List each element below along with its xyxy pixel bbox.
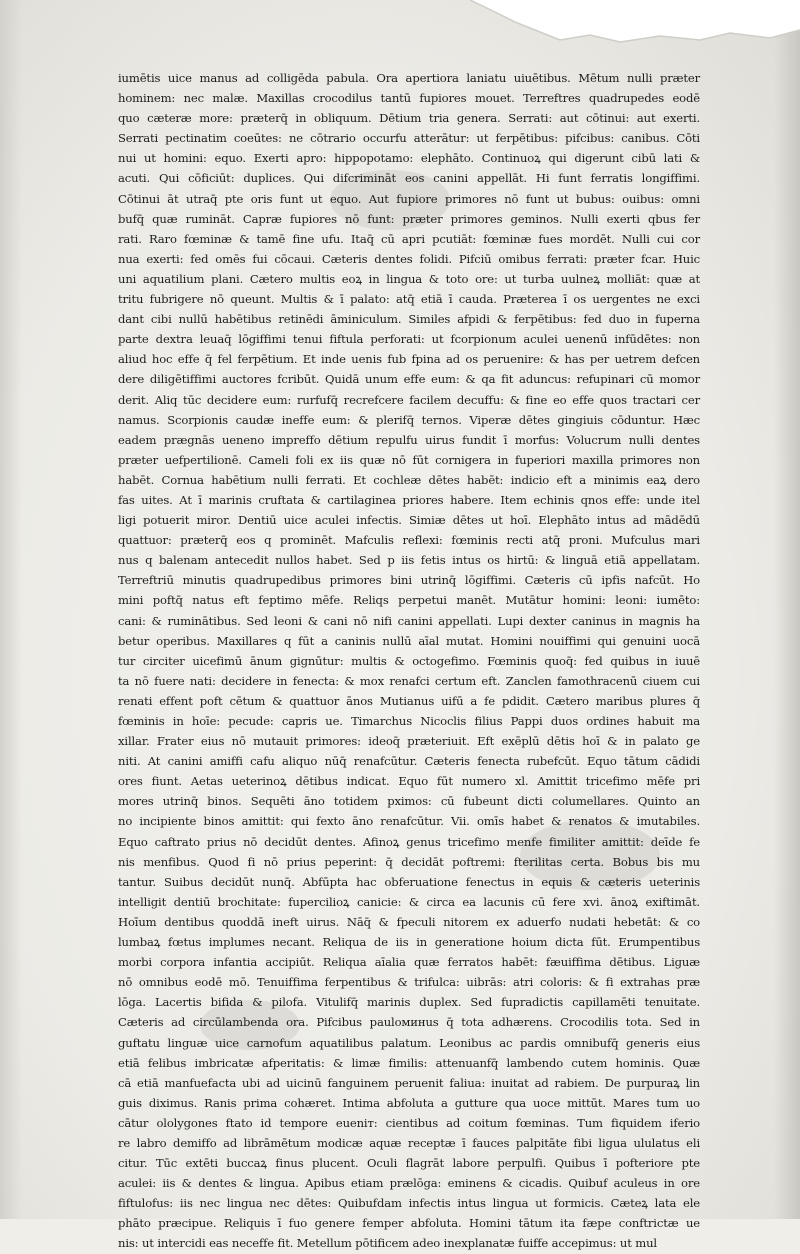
text-line: quattuor: præterq̄ eos q prominēt. Mafculis reflexi: fœminis recti atq̄ proni. Mufculus mari xyxy=(118,533,700,548)
text-line: bufq̄ quæ rumināt. Capræ fupiores nō funt: præter primores geminos. Nulli exerti qbus fer xyxy=(118,211,700,226)
text-line: citur. Tūc extēti buccaꝝ finus plucent. Oculi flagrāt labore perpulfi. Quibus ī pofteriore pte xyxy=(118,1156,700,1171)
text-line: phāto præcipue. Reliquis ī fuo genere femper abfoluta. Homini tātum ita fæpe conftrictæ ue xyxy=(118,1216,700,1231)
text-line: lumbaꝝ fœtus implumes necant. Reliqua de iis in generatione hoium dicta fūt. Erumpentibus xyxy=(118,935,700,950)
text-line: nua exerti: fed omēs fui cōcaui. Cæteris dentes folidi. Pifciū omibus ferrati: præter fcar. Huic xyxy=(118,251,700,266)
text-line: Equo caftrato prius nō decidūt dentes. Afinoꝝ genus tricefimo menfe fimiliter amittit: deīde fe xyxy=(118,834,700,849)
text-line: namus. Scorpionis caudæ ineffe eum: & plerifq̄ ternos. Viperæ dētes gingiuis cōduntur. Hæc xyxy=(118,412,700,427)
text-line: lōga. Lacertis bifida & pilofa. Vitulifq̄ marinis duplex. Sed fupradictis capillamēti tenuitate. xyxy=(118,995,700,1010)
text-line: re labro demiffo ad librāmētum modicæ aquæ receptæ ī fauces palpitāte fibi ligua ululatus eli xyxy=(118,1135,700,1150)
text-line: guis diximus. Ranis prima cohæret. Intima abfoluta a gutture qua uoce mittūt. Mares tum uo xyxy=(118,1095,700,1110)
text-line: etiā felibus imbricatæ afperitatis: & limæ fimilis: attenuanfq̄ lambendo cutem hominis. Quæ xyxy=(118,1055,700,1070)
text-line: nui ut homini: equo. Exerti apro: hippopotamo: elephāto. Continuoꝝ qui digerunt cibū lati & xyxy=(118,151,700,166)
text-line: dant cibi nullū habētibus retinēdi āminiculum. Similes afpidi & ferpētibus: fed duo in fuperna xyxy=(118,312,700,327)
text-line: Hoīum dentibus quoddā ineft uirus. Nāq̄ & fpeculi nitorem ex aduerfo nudati hebetāt: & co xyxy=(118,914,700,929)
text-line: nis menfibus. Quod fi nō prius peperint: q̄ decidāt poftremi: fterilitas certa. Bobus bis mu xyxy=(118,854,700,869)
text-line: intelligit dentiū brochitate: fupercilioꝝ canicie: & circa ea lacunis cū fere xvi. ānoꝝ exiftimāt. xyxy=(118,894,700,909)
text-line: acuti. Qui cōficiūt: duplices. Qui difcrimināt eos canini appellāt. Hi funt ferratis longiffimi. xyxy=(118,171,700,186)
text-line: xillar. Frater eius nō mutauit primores: ideoq̄ præteriuit. Eft exēplū dētis hoī & in palato ge xyxy=(118,734,700,749)
text-line: ligi potuerit miror. Dentiū uice aculei infectis. Simiæ dētes ut hoī. Elephāto intus ad mādēdū xyxy=(118,513,700,528)
text-line: guftatu linguæ uice carnofum aquatilibus palatum. Leonibus ac pardis omnibufq̄ generis eius xyxy=(118,1035,700,1050)
text-line: uni aquatilium plani. Cætero multis eoꝝ in lingua & toto ore: ut turba uulneꝝ molliāt: quæ at xyxy=(118,271,700,286)
text-line: nis: ut intercidi eas neceffe fit. Metellum pōtificem adeo inexplanatæ fuiffe accepimus: ut mul xyxy=(118,1236,657,1251)
text-line: eadem prægnās ueneno impreffo dētium repulfu uirus fundit ī morfus: Volucrum nulli dentes xyxy=(118,432,700,447)
text-line: Terreftriū minutis quadrupedibus primores bini utrinq̄ lōgiffimi. Cæteris cū ipfis nafcūt. Ho xyxy=(118,573,700,588)
text-line: præter uefpertilionē. Cameli foli ex iis quæ nō fūt cornigera in fuperiori maxilla primores non xyxy=(118,452,700,467)
text-line: ores fiunt. Aetas ueterinoꝝ dētibus indicat. Equo fūt numero xl. Amittit tricefimo mēfe pri xyxy=(118,774,700,789)
text-line: quo cæteræ more: præterq̄ in obliquum. Dētium tria genera. Serrati: aut cōtinui: aut exerti. xyxy=(118,111,700,126)
text-line: habēt. Cornua habētium nulli ferrati. Et cochleæ dētes habēt: indicio eft a minimis eaꝝ dero xyxy=(118,472,700,487)
text-line: no incipiente binos amittit: qui fexto āno renafcūtur. Vii. omīs habet & renatos & imutabiles. xyxy=(118,814,700,829)
text-line: hominem: nec malæ. Maxillas crocodilus tantū fupiores mouet. Terreftres quadrupedes eodē xyxy=(118,91,700,106)
page-edge-shadow-right xyxy=(774,0,800,1219)
text-line: Serrati pectinatim coeūtes: ne cōtrario occurfu atterātur: ut ferpētibus: pifcibus: canibus. Cōti xyxy=(118,131,700,146)
text-line: ta nō fuere nati: decidere in fenecta: & mox renafci certum eft. Zanclen famothracenū ciuem cui xyxy=(118,673,700,688)
text-line: cani: & ruminātibus. Sed leoni & cani nō nifi canini appellati. Lupi dexter caninus in magnis ha xyxy=(118,613,700,628)
text-line: nus q balenam antecedit nullos habet. Sed p iis fetis intus os hirtū: & linguā etiā appellatam. xyxy=(118,553,700,568)
text-line: niti. At canini amiffi cafu aliquo nūq̄ renafcūtur. Cæteris fenecta rubefcūt. Equo tātum cādidi xyxy=(118,754,700,769)
text-line: renati effent poft cētum & quattuor ānos Mutianus uifū a fe pdidit. Cætero maribus plures q̄ xyxy=(118,693,700,708)
page-edge-shadow-left xyxy=(0,0,22,1219)
text-line: Cōtinui āt utraq̄ pte oris funt ut equo. Aut fupiore primores nō funt ut bubus: ouibus: omni xyxy=(118,191,700,206)
text-line: betur operibus. Maxillares q fūt a caninis nullū aīal mutat. Homini nouiffimi qui genuini uocā xyxy=(118,633,700,648)
text-line: aculei: iis & dentes & lingua. Apibus etiam prælōga: eminens & cicadis. Quibuf aculeus in ore xyxy=(118,1176,700,1191)
text-line: parte dextra leuaq̄ lōgiffimi tenui fiftula perforati: ut fcorpionum aculei uenenū infūdētes: non xyxy=(118,332,700,347)
text-line: mores utrinq̄ binos. Sequēti āno totidem pximos: cū fubeunt dicti columellares. Quinto an xyxy=(118,794,700,809)
text-line: fœminis in hoīe: pecude: capris ue. Timarchus Nicoclis filius Pappi duos ordines habuit ma xyxy=(118,714,700,728)
text-line: nō omnibus eodē mō. Tenuiffima ferpentibus & trifulca: uibrās: atri coloris: & fi extrahas præ xyxy=(118,975,700,990)
text-line: tritu fubrigere nō queunt. Multis & ī palato: atq̄ etiā ī cauda. Præterea ī os uergentes ne exci xyxy=(118,292,700,307)
text-line: fas uites. At ī marinis cruftata & cartilaginea priores habere. Item echinis qnos effe: unde itel xyxy=(118,492,700,507)
text-line: Cæteris ad circūlambenda ora. Pifcibus pauloминus q̄ tota adhærens. Crocodilis tota. Sed in xyxy=(118,1015,700,1030)
latin-text-body xyxy=(118,68,700,1254)
text-line: mini poftq̄ natus eft feptimo mēfe. Reliqs perpetui manēt. Mutātur homini: leoni: iumēto: xyxy=(118,593,700,608)
text-line: morbi corpora infantia accipiūt. Reliqua aīalia quæ ferratos habēt: fæuiffima dētibus. Liguæ xyxy=(118,955,700,970)
text-line: fiftulofus: iis nec lingua nec dētes: Quibufdam infectis intus lingua ut formicis. Cæteꝝ lata ele xyxy=(118,1196,700,1211)
text-line: cātur ololygones ftato id tempore eueniт: cientibus ad coitum fœminas. Tum fiquidem iferio xyxy=(118,1115,700,1130)
text-line: iumētis uice manus ad colligēda pabula. Ora apertiora laniatu uiuētibus. Mētum nulli præter xyxy=(118,71,700,85)
text-line: tur circiter uicefimū ānum gignūtur: multis & octogefimo. Fœminis quoq̄: fed quibus in iuuē xyxy=(118,653,700,668)
text-line: tantur. Suibus decidūt nunq̄. Abfūpta hac obferuatione fenectus in equis & cæteris ueterinis xyxy=(118,874,700,889)
text-line: cā etiā manfuefacta ubi ad uicinū fanguinem peruenit faliua: inuitat ad rabiem. De purpuraꝝ lin xyxy=(118,1075,700,1090)
text-line: derit. Aliq tūc decidere eum: rurfufq̄ recrefcere facilem decuffu: & fine eo effe quos tractari cer xyxy=(118,392,700,407)
text-line: dere diligētiffimi auctores fcribūt. Quidā unum effe eum: & qa fit aduncus: refupinari cū momor xyxy=(118,372,700,387)
text-line: rati. Raro fœminæ & tamē fine ufu. Itaq̄ cū apri pcutiāt: fœminæ fues mordēt. Nulli cui cor xyxy=(118,231,700,246)
text-line: aliud hoc effe q̄ fel ferpētium. Et inde uenis fub fpina ad os peruenire: & has per uetrem defcen xyxy=(118,352,700,367)
